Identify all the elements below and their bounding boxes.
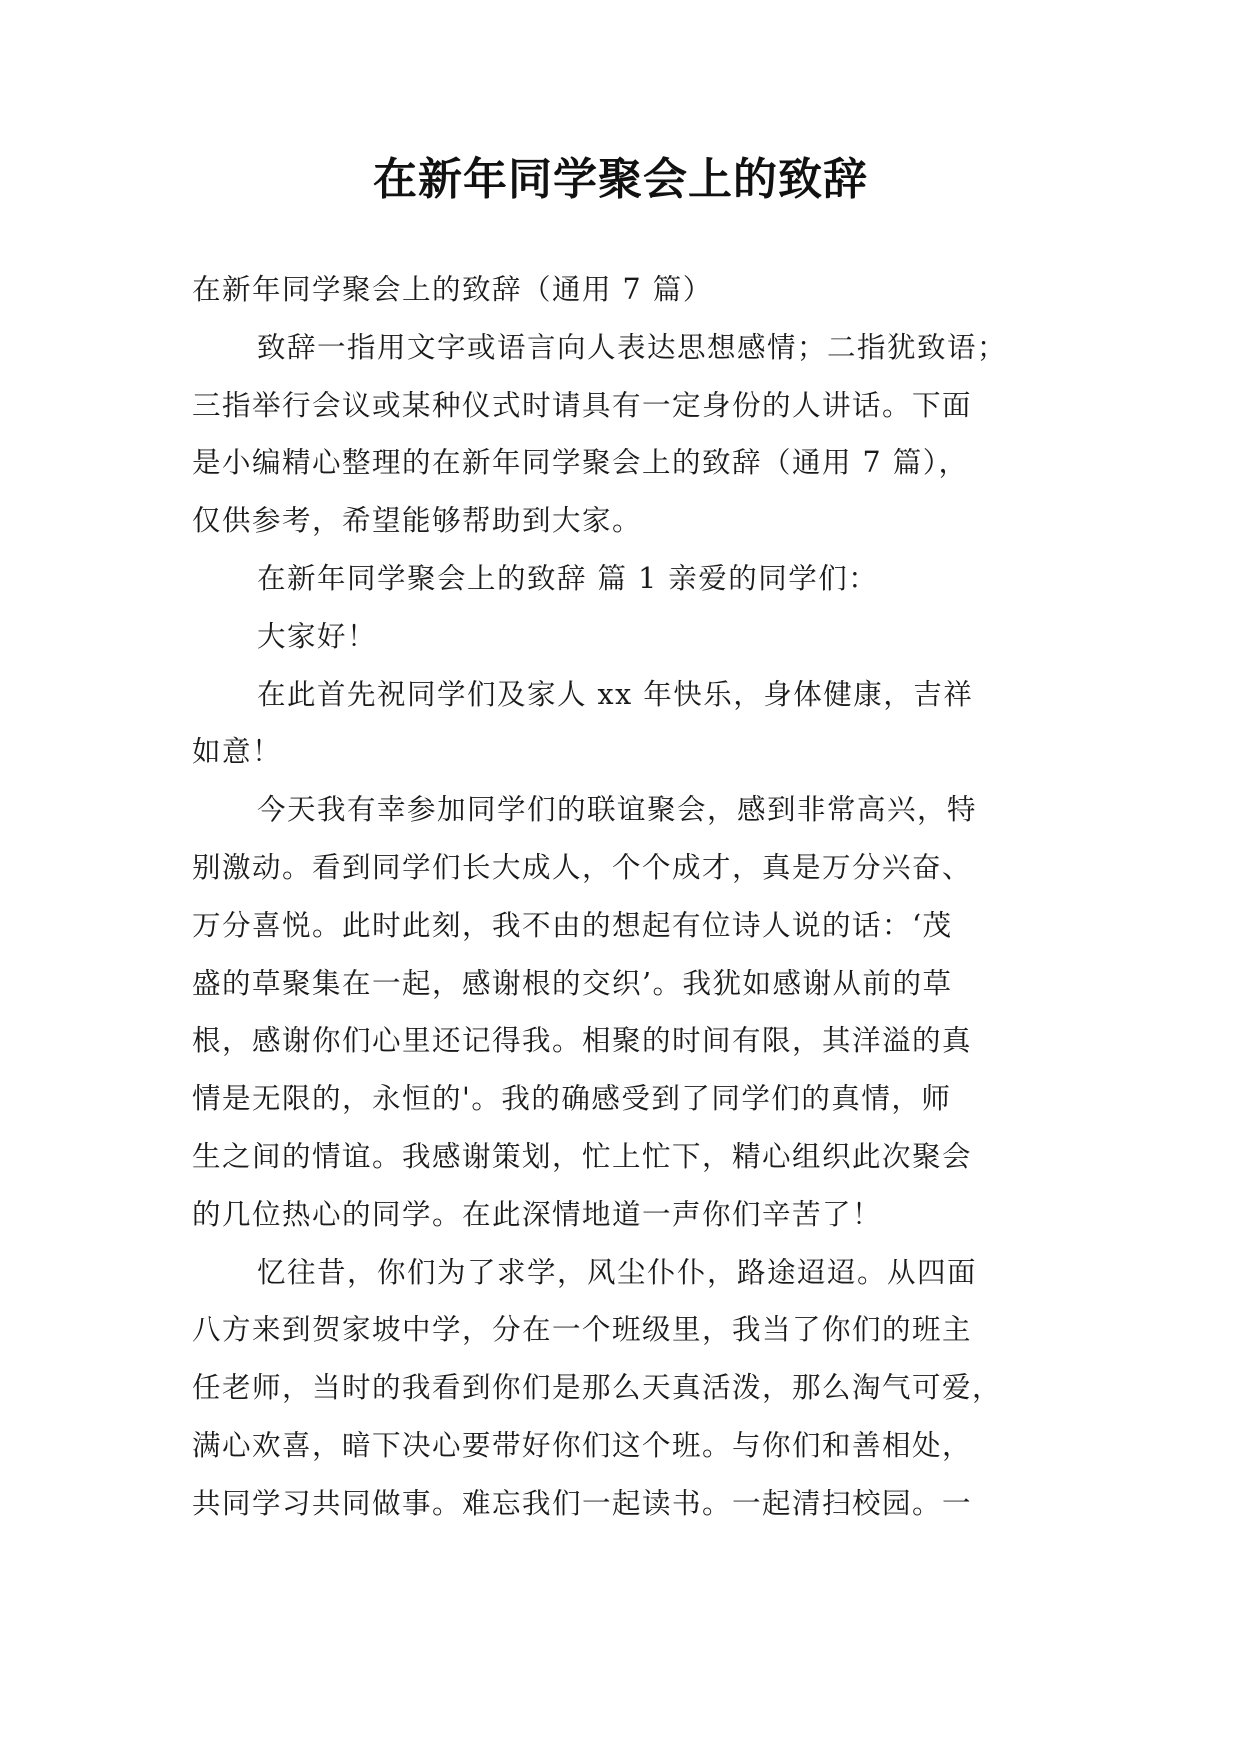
text-line: 大家好！: [257, 619, 378, 653]
text-line: 盛的草聚集在一起，感谢根的交织’。我犹如感谢从前的草: [192, 966, 953, 1000]
text-line: 在新年同学聚会上的致辞 篇 1 亲爱的同学们：: [257, 561, 879, 595]
text-line: 别激动。看到同学们长大成人，个个成才，真是万分兴奋、: [192, 850, 973, 884]
text-line: 如意！: [192, 735, 283, 769]
paragraph: [192, 608, 1072, 666]
text-line: 生之间的情谊。我感谢策划，忙上忙下，精心组织此次聚会: [192, 1139, 973, 1173]
text-line: 忆往昔，你们为了求学，风尘仆仆，路途迢迢。从四面: [257, 1255, 978, 1289]
paragraph: [192, 319, 1072, 550]
paragraph: [192, 781, 1072, 1243]
text-line: 共同学习共同做事。难忘我们一起读书。一起清扫校园。一: [192, 1486, 973, 1520]
text-line: 万分喜悦。此时此刻，我不由的想起有位诗人说的话：‘茂: [192, 908, 953, 942]
document-body: [192, 261, 1072, 1533]
text-line: 在此首先祝同学们及家人 xx 年快乐，身体健康，吉祥: [257, 677, 974, 711]
text-line: 是小编精心整理的在新年同学聚会上的致辞（通用 7 篇），: [192, 446, 969, 480]
text-line: 今天我有幸参加同学们的联谊聚会，感到非常高兴，特: [257, 793, 978, 827]
text-line: 任老师，当时的我看到你们是那么天真活泼，那么淘气可爱，: [192, 1371, 1003, 1405]
text-line: 八方来到贺家坡中学，分在一个班级里，我当了你们的班主: [192, 1313, 973, 1347]
text-line: 情是无限的，永恒的'。我的确感受到了同学们的真情，师: [192, 1082, 952, 1116]
paragraph: [192, 666, 1072, 782]
text-line: 致辞一指用文字或语言向人表达思想感情；二指犹致语；: [257, 330, 1008, 364]
document-title: 在新年同学聚会上的致辞: [373, 154, 868, 205]
text-line: 根，感谢你们心里还记得我。相聚的时间有限，其洋溢的真: [192, 1024, 973, 1058]
paragraph: [192, 261, 1072, 319]
paragraph: [192, 550, 1072, 608]
text-line: 三指举行会议或某种仪式时请具有一定身份的人讲话。下面: [192, 388, 973, 422]
text-line: 满心欢喜，暗下决心要带好你们这个班。与你们和善相处，: [192, 1428, 973, 1462]
text-line: 仅供参考，希望能够帮助到大家。: [192, 504, 643, 538]
text-line: 的几位热心的同学。在此深情地道一声你们辛苦了！: [192, 1197, 883, 1231]
text-line: 在新年同学聚会上的致辞（通用 7 篇）: [192, 273, 713, 306]
paragraph: [192, 1244, 1072, 1533]
